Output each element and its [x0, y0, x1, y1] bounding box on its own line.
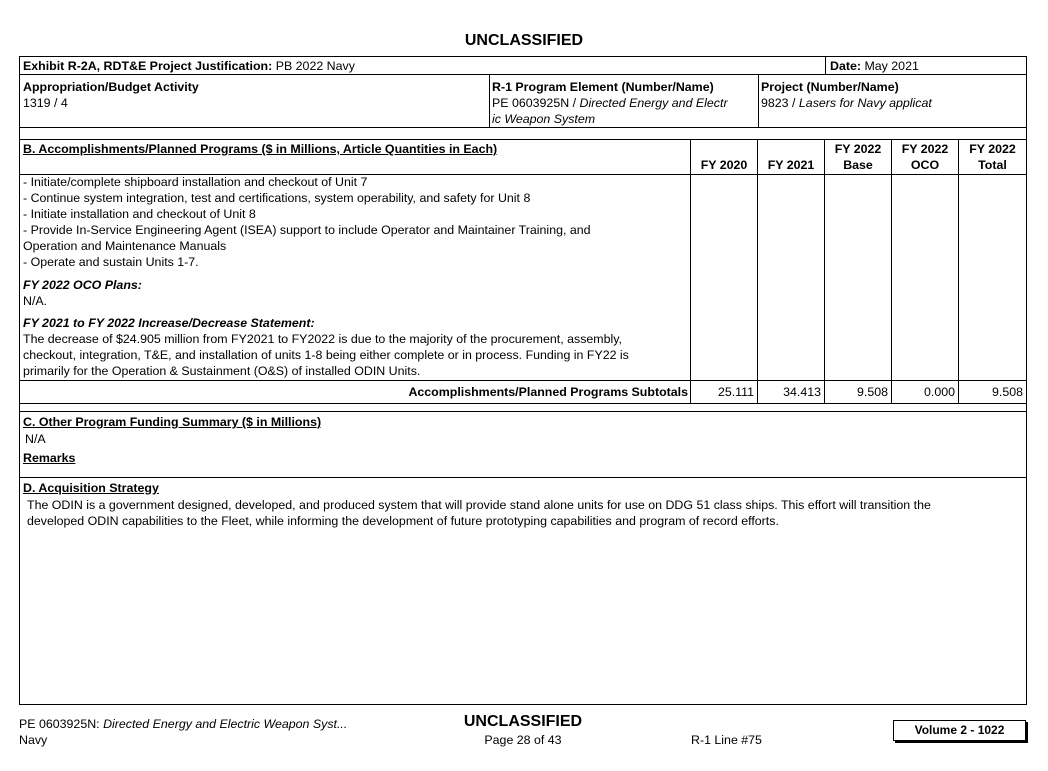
bullet-4: - Provide In-Service Engineering Agent (ISEA) support to include Operator and Maintainer Training, and: [23, 223, 591, 237]
section-c-value: N/A: [25, 432, 46, 446]
top-classification: UNCLASSIFIED: [464, 32, 584, 49]
col-header-oco-l2: OCO: [910, 158, 940, 172]
project-divider: [758, 74, 759, 127]
col-divider-1: [690, 139, 691, 403]
volume-box: [893, 720, 1026, 741]
footer-classification: UNCLASSIFIED: [463, 713, 583, 730]
col-header-base-l2: Base: [843, 158, 873, 172]
col-divider-4: [891, 139, 892, 403]
bullet-3: - Initiate installation and checkout of Unit 8: [23, 207, 256, 221]
subtotal-fy2021: 34.413: [783, 385, 821, 399]
subtotal-top: [19, 380, 1027, 381]
section-c-top: [19, 411, 1027, 412]
bullet-5: - Operate and sustain Units 1-7.: [23, 255, 199, 269]
r1-name-1: Directed Energy and Electr: [579, 96, 728, 110]
col-header-fy2022-total: [959, 141, 1026, 173]
date-divider: [825, 56, 826, 74]
subtotal-fy2022-total: 9.508: [991, 385, 1023, 399]
date-label: Date:: [830, 59, 861, 73]
r1-number: PE 0603925N: [492, 96, 570, 110]
exhibit-date: [830, 58, 919, 74]
exhibit-label-rest: , RDT&E Project Justification:: [96, 59, 273, 73]
col-header-total-l2: Total: [978, 158, 1007, 172]
subtotal-bottom: [19, 403, 1027, 404]
footer-r1-line: R-1 Line #75: [691, 733, 762, 747]
col-header-fy2022-base: [825, 141, 891, 173]
subtotal-fy2020: 25.111: [717, 385, 754, 399]
project-value: [761, 95, 932, 111]
project-label: Project (Number/Name): [761, 80, 899, 94]
section-b-title: B. Accomplishments/Planned Programs ($ in Millions, Article Quantities in Each): [23, 142, 498, 156]
exhibit-value: PB 2022 Navy: [275, 59, 355, 73]
approp-value: 1319 / 4: [23, 96, 68, 110]
remarks-label: Remarks: [23, 451, 76, 465]
oco-text: N/A.: [23, 294, 48, 308]
subtotal-fy2022-base: 9.508: [856, 385, 888, 399]
col-header-fy2021-l2: FY 2021: [767, 158, 815, 172]
col-divider-3: [824, 139, 825, 403]
project-sep: /: [788, 96, 799, 110]
col-header-fy2021-l1: [758, 141, 824, 157]
section-d-top: [19, 477, 1027, 478]
bullet-1: - Initiate/complete shipboard installation and checkout of Unit 7: [23, 175, 368, 189]
footer-pe-name: Directed Energy and Electric Weapon Syst...: [103, 717, 348, 731]
exhibit-title: [23, 58, 355, 74]
delta-heading: FY 2021 to FY 2022 Increase/Decrease Statement:: [23, 316, 315, 330]
volume-label: Volume 2 - 1022: [914, 723, 1005, 737]
bullet-2: - Continue system integration, test and certifications, system operability, and safety for Unit 8: [23, 191, 531, 205]
footer-pe-number: PE 0603925N:: [19, 717, 100, 731]
delta-line-3: primarily for the Operation & Sustainment (O&S) of installed ODIN Units.: [23, 364, 421, 378]
section-b-body: [23, 174, 629, 379]
bullet-4-cont: Operation and Maintenance Manuals: [23, 239, 227, 253]
section-c-title: C. Other Program Funding Summary ($ in Millions): [23, 415, 322, 429]
section-d-line-1: The ODIN is a government designed, developed, and produced system that will provide stand alone units for use on DDG 51 class ships. This effort will transition the: [27, 498, 931, 512]
ident-row-bottom: [19, 127, 1027, 128]
r1-name-2: ic Weapon System: [492, 112, 596, 126]
col-header-fy2020: [691, 141, 757, 173]
frame-bottom: [19, 704, 1027, 705]
col-header-fy2022-oco: [892, 141, 958, 173]
project-number: 9823: [761, 96, 789, 110]
project-name: Lasers for Navy applicat: [798, 96, 932, 110]
section-d-line-2: developed ODIN capabilities to the Fleet, while informing the development of future prototyping capabilities and program of record efforts.: [27, 514, 779, 528]
r1-divider: [489, 74, 490, 127]
section-b-top: [19, 139, 1027, 140]
exhibit-row-bottom: [19, 74, 1027, 75]
exhibit-label: Exhibit R-2A: [23, 59, 97, 73]
delta-line-2: checkout, integration, T&E, and installation of units 1-8 being either complete or in process. Funding in FY22 is: [23, 348, 629, 362]
date-value: May 2021: [864, 59, 919, 73]
col-header-fy2020-l2: FY 2020: [700, 158, 748, 172]
col-header-oco-l1: FY 2022: [901, 142, 949, 156]
delta-line-1: The decrease of $24.905 million from FY2021 to FY2022 is due to the majority of the procurement, assembly,: [23, 332, 622, 346]
footer-pe: [19, 716, 347, 732]
section-d-body: [27, 497, 931, 529]
col-divider-2: [757, 139, 758, 403]
col-header-fy2020-l1: [691, 141, 757, 157]
r1-sep: /: [569, 96, 580, 110]
col-header-fy2021: [758, 141, 824, 173]
frame-top: [19, 56, 1027, 57]
r1-value: [492, 95, 728, 111]
footer-service: Navy: [19, 733, 48, 747]
footer-page: Page 28 of 43: [484, 733, 562, 747]
subtotal-label: Accomplishments/Planned Programs Subtotals: [408, 385, 688, 399]
section-d-title: D. Acquisition Strategy: [23, 481, 159, 495]
oco-heading: FY 2022 OCO Plans:: [23, 278, 142, 292]
r1-label: R-1 Program Element (Number/Name): [492, 80, 714, 94]
approp-label: Appropriation/Budget Activity: [23, 80, 199, 94]
col-header-base-l1: FY 2022: [834, 142, 882, 156]
subtotal-fy2022-oco: 0.000: [923, 385, 955, 399]
col-divider-5: [958, 139, 959, 403]
col-header-total-l1: FY 2022: [969, 142, 1016, 156]
